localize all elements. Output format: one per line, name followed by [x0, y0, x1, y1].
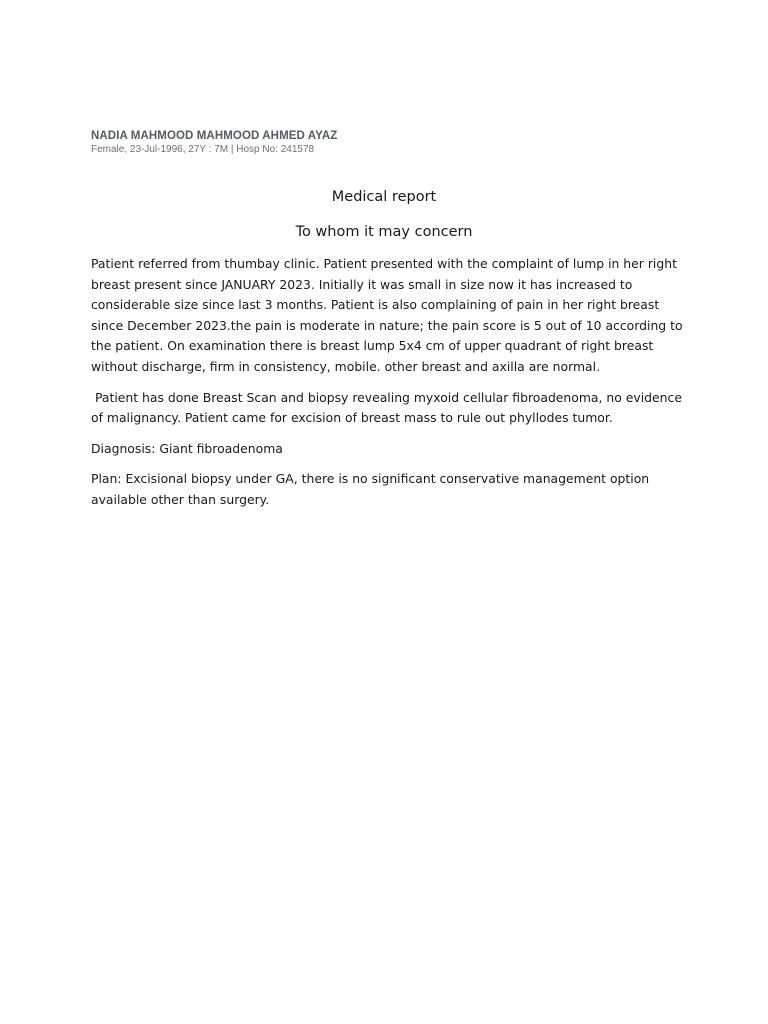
- report-paragraph-history: Patient referred from thumbay clinic. Patient presented with the complaint of lump in her right breast present since JANUARY 2023. Initially it was small in size now it has increased to considerable size since last 3 months. Patient is also complaining of pain in her right breast since December 2023.the pain is moderate in nature; the pain score is 5 out of 10 according to the patient. On examination there is breast lump 5x4 cm of upper quadrant of right breast without discharge, firm in consistency, mobile. other breast and axilla are normal.: [91, 256, 683, 374]
- report-body: [91, 254, 686, 521]
- report-title: Medical report: [331, 189, 437, 205]
- patient-name: NADIA MAHMOOD MAHMOOD AHMED AYAZ: [91, 130, 338, 142]
- report-paragraph-diagnosis: Diagnosis: Giant fibroadenoma: [91, 440, 283, 456]
- patient-details: Female, 23-Jul-1996, 27Y : 7M | Hosp No: 241578: [91, 144, 315, 155]
- report-paragraph-plan: Plan: Excisional biopsy under GA, there is no significant conservative management option available other than surgery.: [91, 471, 650, 507]
- patient-header: [91, 129, 691, 156]
- report-salutation: To whom it may concern: [295, 224, 473, 240]
- report-paragraph-investigation: Patient has done Breast Scan and biopsy revealing myxoid cellular fibroadenoma, no evidence of malignancy. Patient came for excision of breast mass to rule out phyllodes tumor.: [91, 389, 686, 426]
